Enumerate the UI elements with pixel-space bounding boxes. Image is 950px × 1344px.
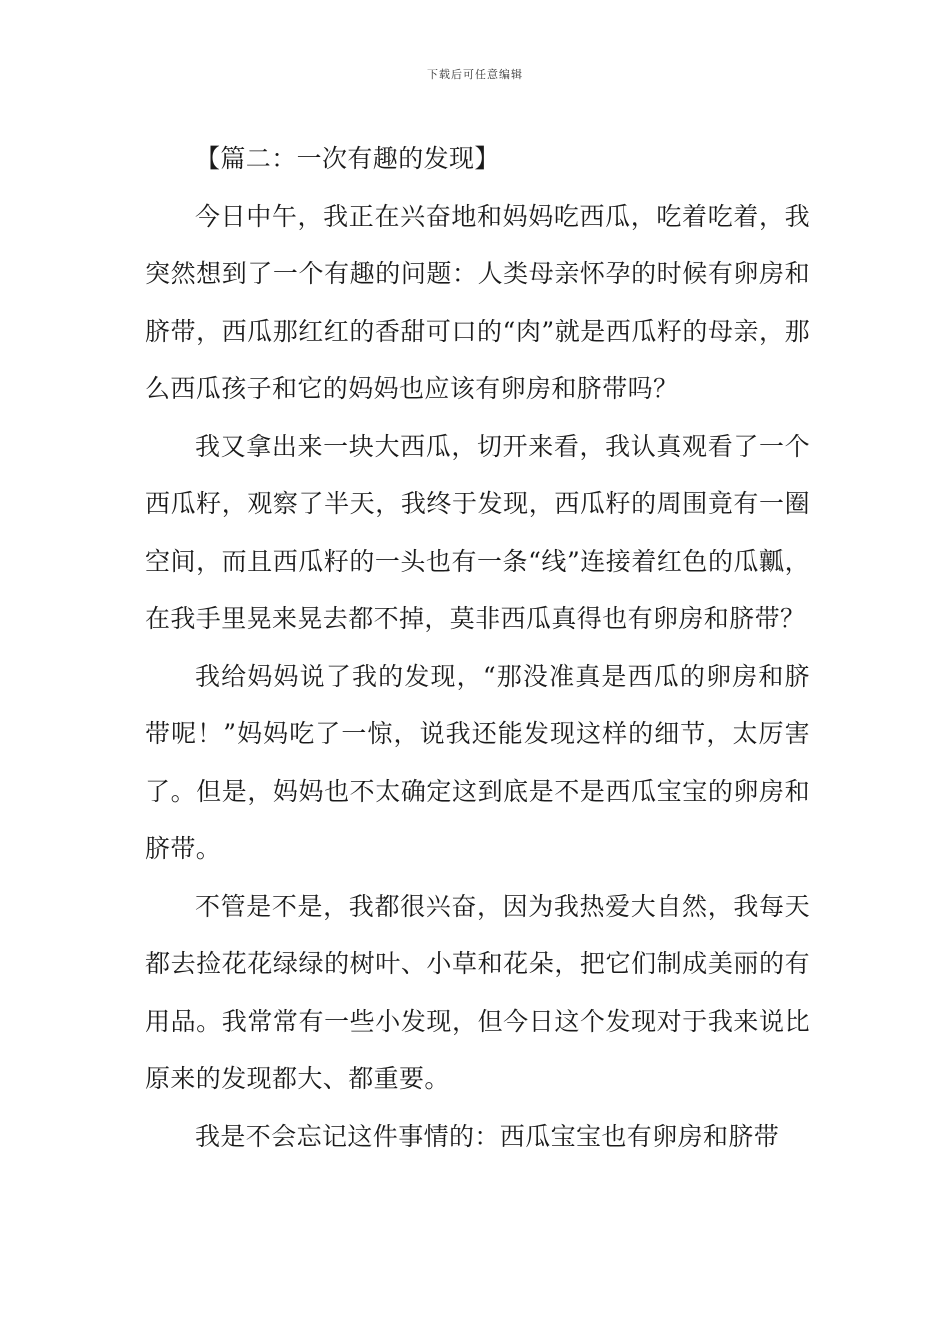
document-body (145, 130, 810, 1165)
document-title: 【篇二：一次有趣的发现】 (195, 144, 500, 173)
paragraph-2: 我又拿出来一块大西瓜，切开来看，我认真观看了一个西瓜籽，观察了半天，我终于发现，西瓜籽的周围竟有一圈空间，而且西瓜籽的一头也有一条“线”连接着红色的瓜瓤，在我手里晃来晃去都不掉，莫非西瓜真得也有卵房和脐带？ (145, 431, 810, 633)
page-header: 下载后可任意编辑 (427, 68, 523, 81)
paragraph-5: 我是不会忘记这件事情的：西瓜宝宝也有卵房和脐带 (195, 1121, 780, 1151)
paragraph-3: 我给妈妈说了我的发现，“那没准真是西瓜的卵房和脐带呢！”妈妈吃了一惊，说我还能发现这样的细节，太厉害了。但是，妈妈也不太确定这到底是不是西瓜宝宝的卵房和脐带。 (145, 661, 810, 863)
paragraph-1: 今日中午，我正在兴奋地和妈妈吃西瓜，吃着吃着，我突然想到了一个有趣的问题：人类母亲怀孕的时候有卵房和脐带，西瓜那红红的香甜可口的“肉”就是西瓜籽的母亲，那么西瓜孩子和它的妈妈也应该有卵房和脐带吗？ (145, 201, 810, 403)
paragraph-4: 不管是不是，我都很兴奋，因为我热爱大自然，我每天都去捡花花绿绿的树叶、小草和花朵，把它们制成美丽的有用品。我常常有一些小发现，但今日这个发现对于我来说比原来的发现都大、都重要。 (145, 891, 810, 1093)
